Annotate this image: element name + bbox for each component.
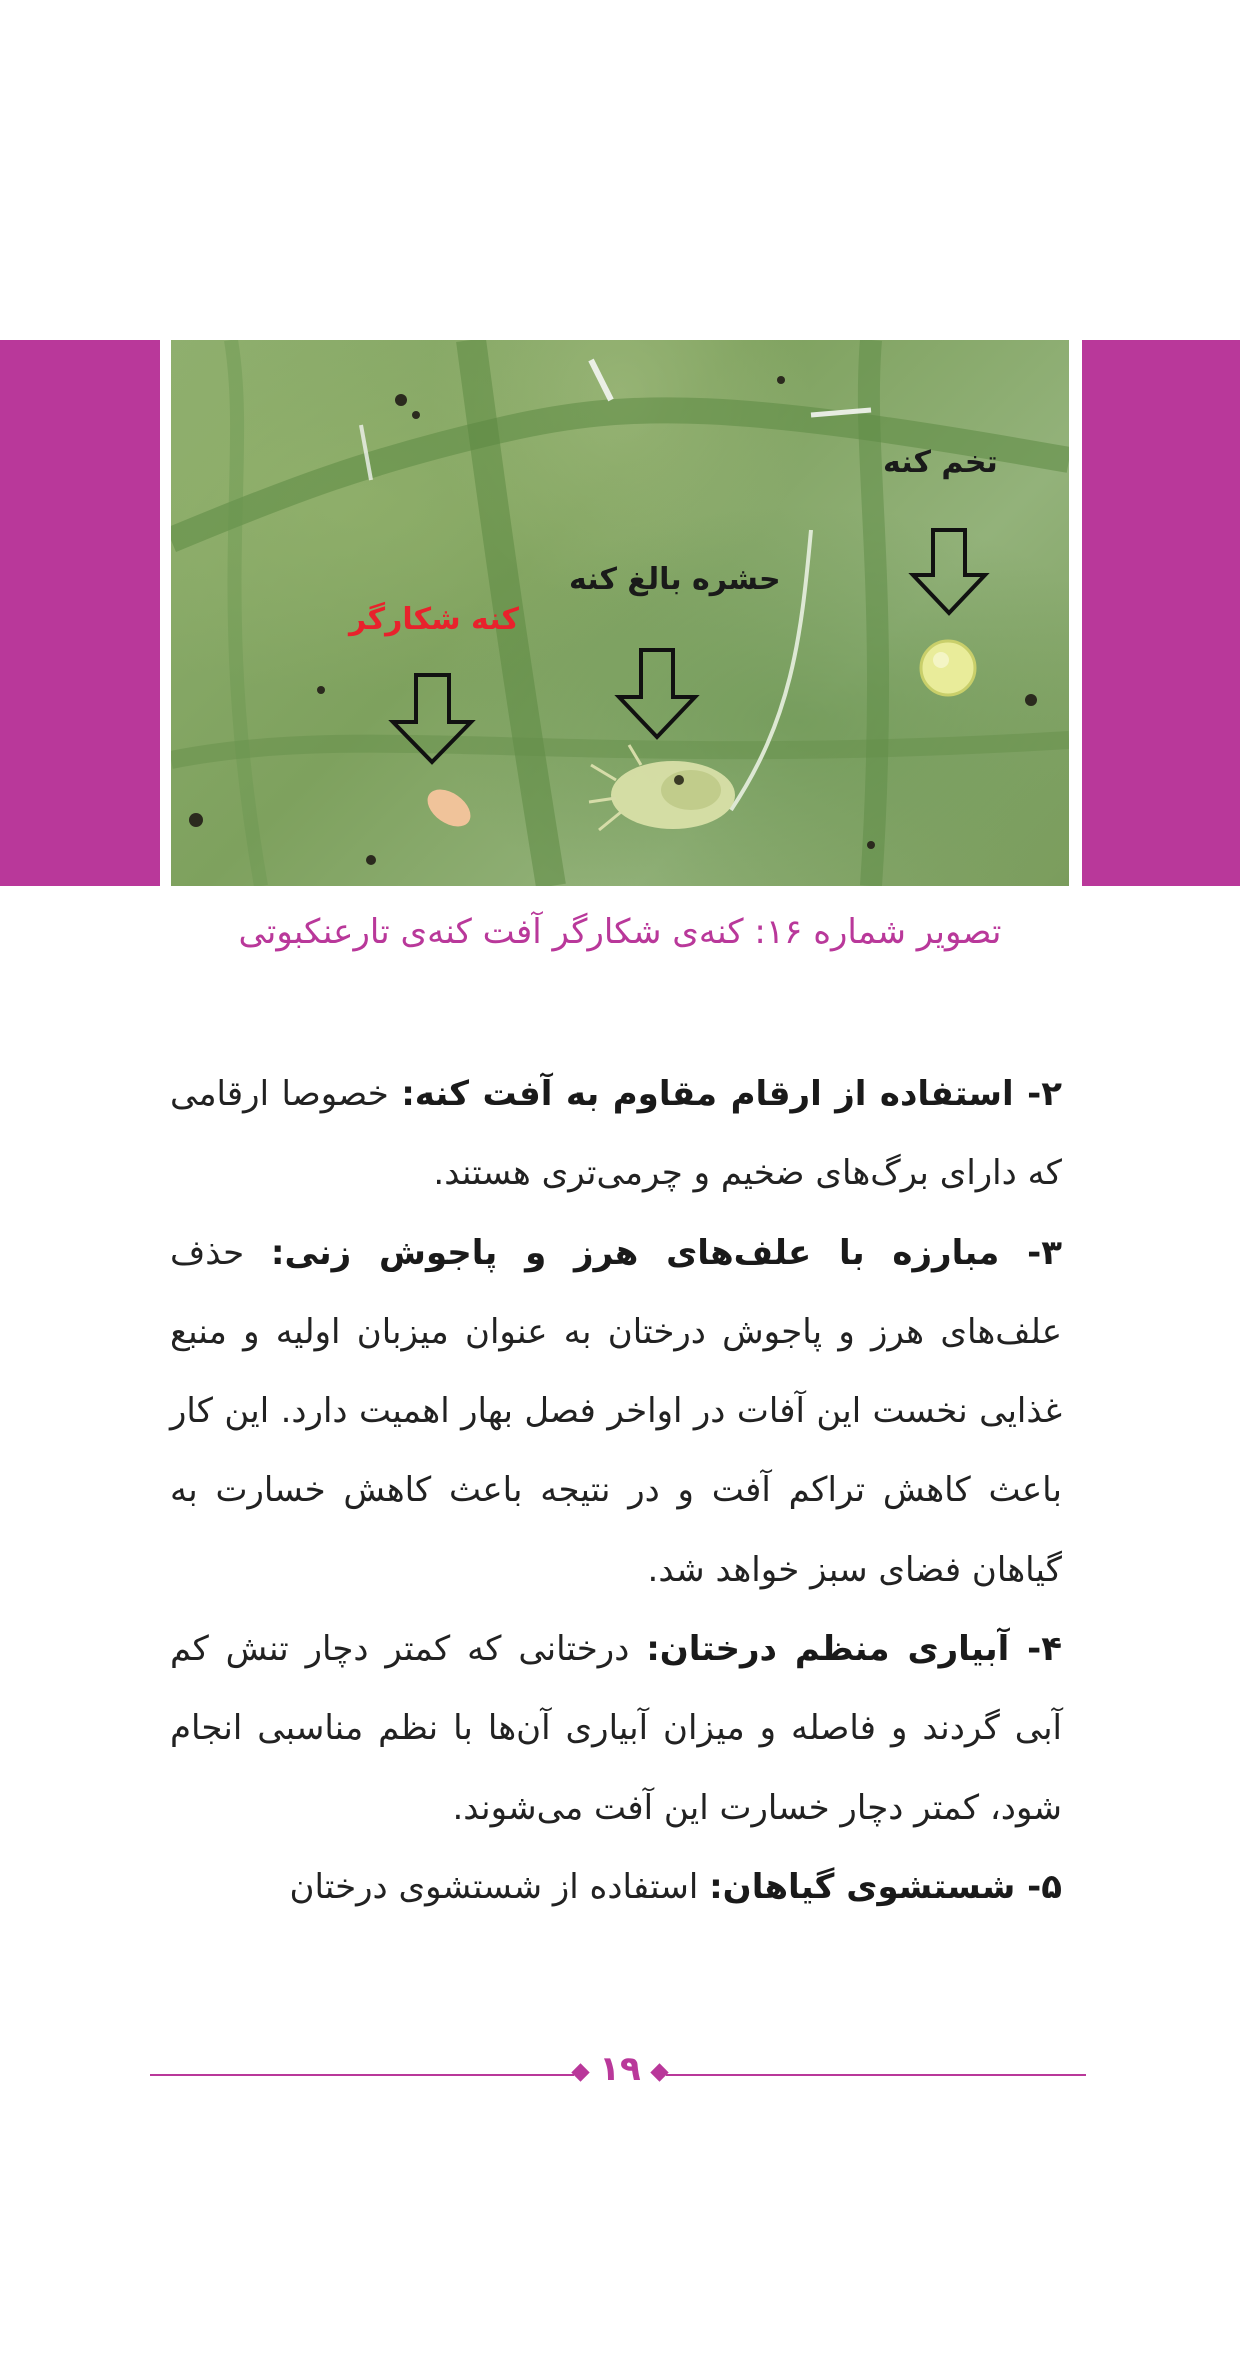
paragraph-text: درختانی که کمتر دچار تنش کم آبی گردند و فاصله و میزان آبیاری آن‌ها با نظم مناسبی انجام شود، کمتر دچار خسارت این آفت می‌شوند. (170, 1629, 1062, 1828)
right-decor-band (1082, 340, 1240, 886)
label-adult: حشره بالغ کنه (569, 562, 781, 597)
page-number: ۱۹ (599, 2049, 641, 2089)
paragraph-heading: ۵- شستشوی گیاهان: (709, 1866, 1062, 1907)
paragraph-washing (170, 1848, 1062, 1927)
mite-egg (921, 641, 975, 695)
paragraph-text: خصوصا ارقامی که دارای برگ‌های ضخیم و چرمی‌تری هستند. (170, 1074, 1062, 1194)
paragraph-heading: ۴- آبیاری منظم درختان: (646, 1629, 1062, 1670)
paragraph-weed-control (170, 1214, 1062, 1610)
left-decor-band (0, 340, 160, 886)
label-egg: تخم کنه (883, 445, 998, 480)
footer-diamond-left (571, 2063, 589, 2081)
paragraph-heading: ۲- استفاده از ارقام مقاوم به آفت کنه: (401, 1074, 1062, 1114)
paragraph-irrigation (170, 1610, 1062, 1848)
arrow-egg (913, 530, 985, 613)
paragraph-resistant-varieties (170, 1055, 1062, 1214)
mite-photo (171, 340, 1069, 886)
footer-rule-left (150, 2074, 574, 2076)
paragraph-text: حذف علف‌های هرز و پاجوش درختان به عنوان میزبان اولیه و منبع غذایی نخست این آفات در اواخر فصل بهار اهمیت دارد. این کار باعث کاهش تراکم آفت و در نتیجه باعث کاهش خسارت به گیاهان فضای سبز خواهد شد. (170, 1232, 1062, 1590)
footer-diamond-right (650, 2063, 668, 2081)
footer-rule-right (666, 2074, 1086, 2076)
paragraph-text: استفاده از شستشوی درختان (289, 1866, 710, 1907)
label-predator: کنه شکارگر (349, 602, 519, 637)
paragraph-heading: ۳- مبارزه با علف‌های هرز و پاجوش زنی: (270, 1232, 1062, 1273)
figure-caption: تصویر شماره ۱۶: کنه‌ی شکارگر آفت کنه‌ی تارعنکبوتی (238, 912, 1002, 952)
arrow-adult (619, 650, 695, 737)
body-text (170, 1055, 1062, 1927)
photo-illustration (171, 340, 1069, 886)
predator-mite (421, 782, 478, 834)
